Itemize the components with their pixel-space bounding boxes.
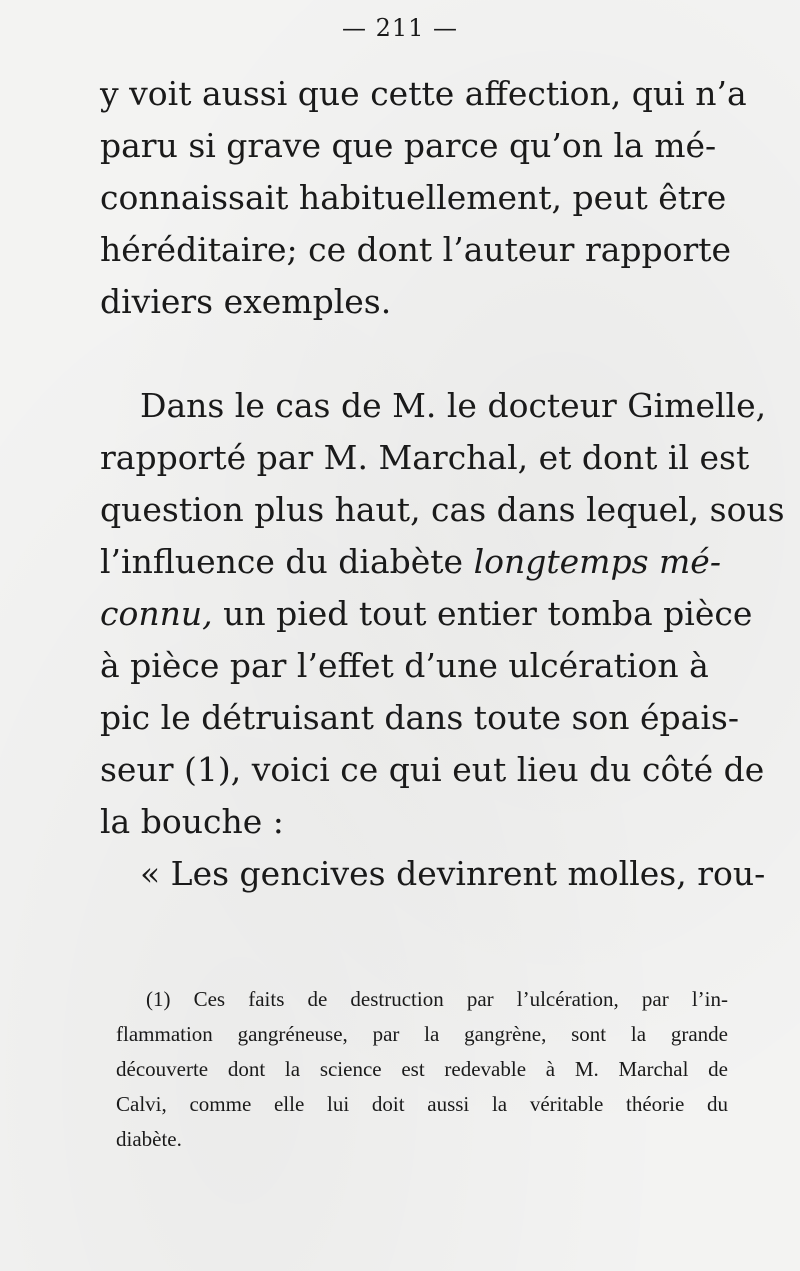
text-line: connaissait habituellement, peut être: [100, 178, 727, 217]
text-line: Dans le cas de M. le docteur Gimelle,: [140, 386, 767, 425]
text-line: y voit aussi que cette affection, qui n’a: [100, 74, 747, 113]
paragraph-gap: [100, 328, 708, 380]
footnote-line: découverte dont la science est redevable à M. Marchal de: [116, 1057, 728, 1081]
text-line: « Les gencives devinrent molles, rou-: [140, 854, 766, 893]
footnote-line: (1) Ces faits de destruction par l’ulcération, par l’in-: [146, 987, 728, 1011]
italic-segment: connu,: [100, 594, 213, 633]
text-line-mixed: [100, 536, 721, 588]
text-segment: un pied tout entier tomba pièce: [212, 594, 753, 633]
text-line: diviers exemples.: [100, 282, 392, 321]
text-line: à pièce par l’effet d’une ulcération à: [100, 646, 709, 685]
body-text: [100, 68, 785, 900]
footnote-line: flammation gangréneuse, par la gangrène, sont la grande: [116, 1022, 728, 1046]
italic-segment: longtemps mé-: [473, 542, 721, 581]
text-line: paru si grave que parce qu’on la mé-: [100, 126, 717, 165]
page-number: — 211 —: [341, 14, 459, 42]
text-line: question plus haut, cas dans lequel, sous: [100, 490, 785, 529]
text-line: seur (1), voici ce qui eut lieu du côté de: [100, 750, 765, 789]
footnote-line: diabète.: [116, 1127, 182, 1151]
text-line: pic le détruisant dans toute son épais-: [100, 698, 739, 737]
text-line-mixed: [100, 588, 753, 640]
text-line: rapporté par M. Marchal, et dont il est: [100, 438, 750, 477]
text-line: héréditaire; ce dont l’auteur rapporte: [100, 230, 732, 269]
footnote: [116, 982, 728, 1157]
footnote-line: Calvi, comme elle lui doit aussi la véritable théorie du: [116, 1092, 728, 1116]
text-line: la bouche :: [100, 802, 284, 841]
text-segment: l’influence du diabète: [100, 542, 474, 581]
